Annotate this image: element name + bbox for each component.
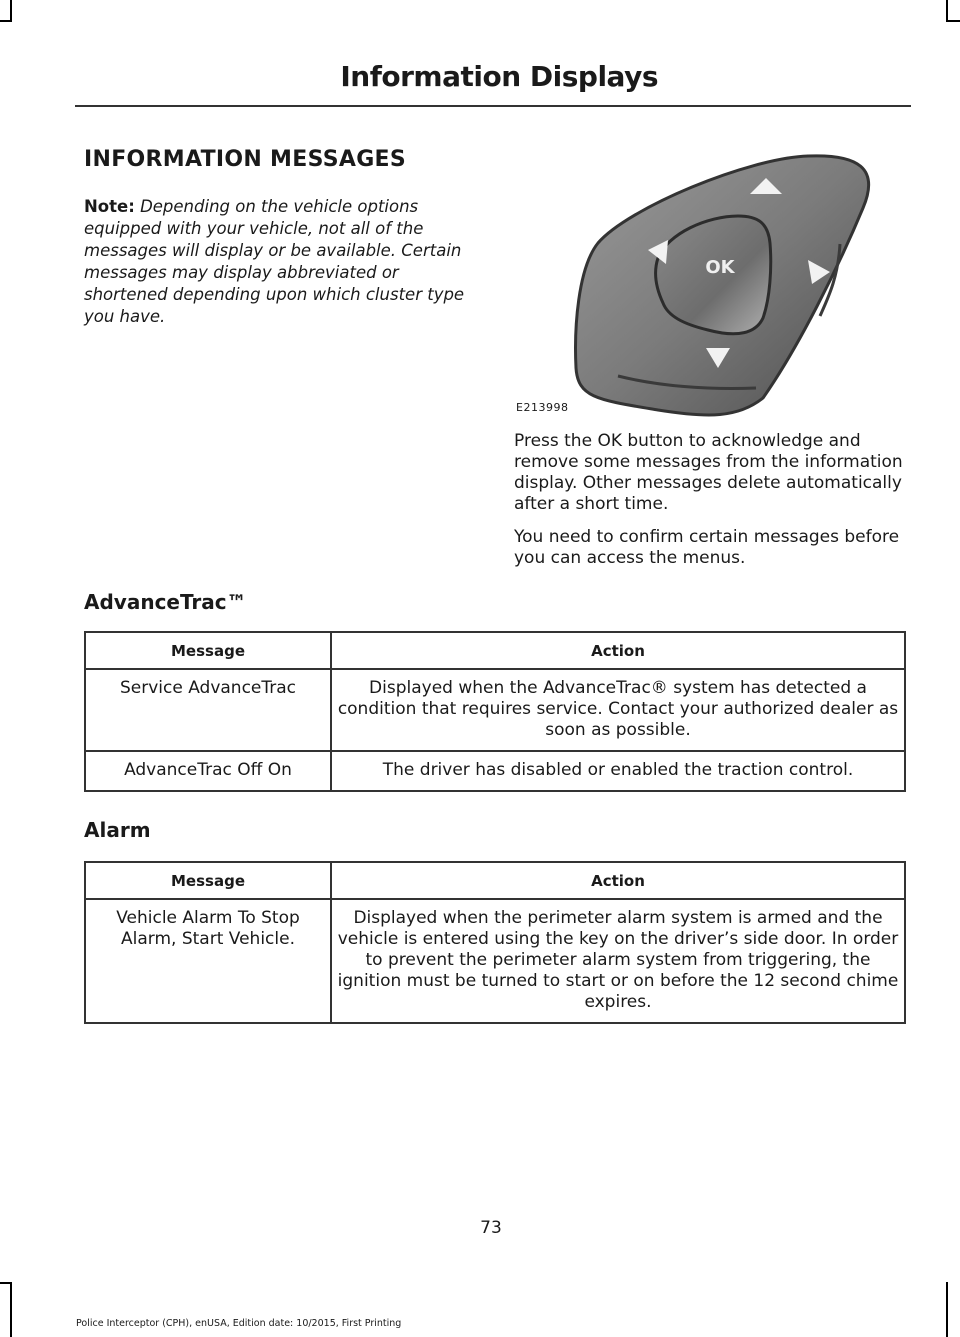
crop-mark bbox=[946, 0, 948, 22]
advancetrac-table bbox=[84, 631, 906, 792]
column-header-action: Action bbox=[331, 862, 905, 899]
column-header-message: Message bbox=[85, 862, 331, 899]
ok-button-illustration bbox=[508, 148, 908, 420]
figure-label: E213998 bbox=[516, 401, 569, 414]
crop-mark bbox=[10, 1282, 12, 1337]
crop-mark bbox=[0, 20, 12, 22]
header-divider bbox=[75, 105, 911, 107]
note-body: Depending on the vehicle options equipped with your vehicle, not all of the messages will display or be available. Certain messages may display abbreviated or shortened depending upon which cluster type you have. bbox=[84, 197, 465, 326]
subsection-title: Alarm bbox=[84, 818, 151, 842]
table-header-row bbox=[85, 632, 905, 669]
subsection-title: AdvanceTrac™ bbox=[84, 590, 247, 614]
paragraph: Press the OK button to acknowledge and remove some messages from the information display. Other messages delete automatically after a short time. bbox=[514, 431, 903, 514]
action-cell: Displayed when the AdvanceTrac® system has detected a condition that requires service. Contact your authorized dealer as soon as possible. bbox=[331, 669, 905, 751]
table-row bbox=[85, 751, 905, 791]
column-header-action: Action bbox=[331, 632, 905, 669]
table-row bbox=[85, 899, 905, 1023]
page-header-title: Information Displays bbox=[340, 60, 658, 93]
column-header-message: Message bbox=[85, 632, 331, 669]
section-title: INFORMATION MESSAGES bbox=[84, 147, 407, 172]
alarm-table bbox=[84, 861, 906, 1024]
crop-mark bbox=[0, 1282, 12, 1284]
message-cell: Vehicle Alarm To Stop Alarm, Start Vehicle. bbox=[85, 899, 331, 1023]
ok-key-label: OK bbox=[705, 257, 735, 278]
action-cell: The driver has disabled or enabled the traction control. bbox=[331, 751, 905, 791]
crop-mark bbox=[946, 1282, 948, 1337]
table-header-row bbox=[85, 862, 905, 899]
footer-edition: Police Interceptor (CPH), enUSA, Edition date: 10/2015, First Printing bbox=[76, 1318, 402, 1329]
crop-mark bbox=[946, 20, 960, 22]
message-cell: Service AdvanceTrac bbox=[85, 669, 331, 751]
action-cell: Displayed when the perimeter alarm system is armed and the vehicle is entered using the key on the driver’s side door. In order to prevent the perimeter alarm system from triggering, the ignition must be turned to start or on before the 12 second chime expires. bbox=[331, 899, 905, 1023]
crop-mark bbox=[10, 0, 12, 22]
paragraph: You need to confirm certain messages before you can access the menus. bbox=[514, 527, 900, 568]
table-row bbox=[85, 669, 905, 751]
page-number: 73 bbox=[480, 1218, 502, 1238]
message-cell: AdvanceTrac Off On bbox=[85, 751, 331, 791]
note-lead: Note: bbox=[84, 197, 135, 216]
note-paragraph bbox=[84, 196, 484, 328]
